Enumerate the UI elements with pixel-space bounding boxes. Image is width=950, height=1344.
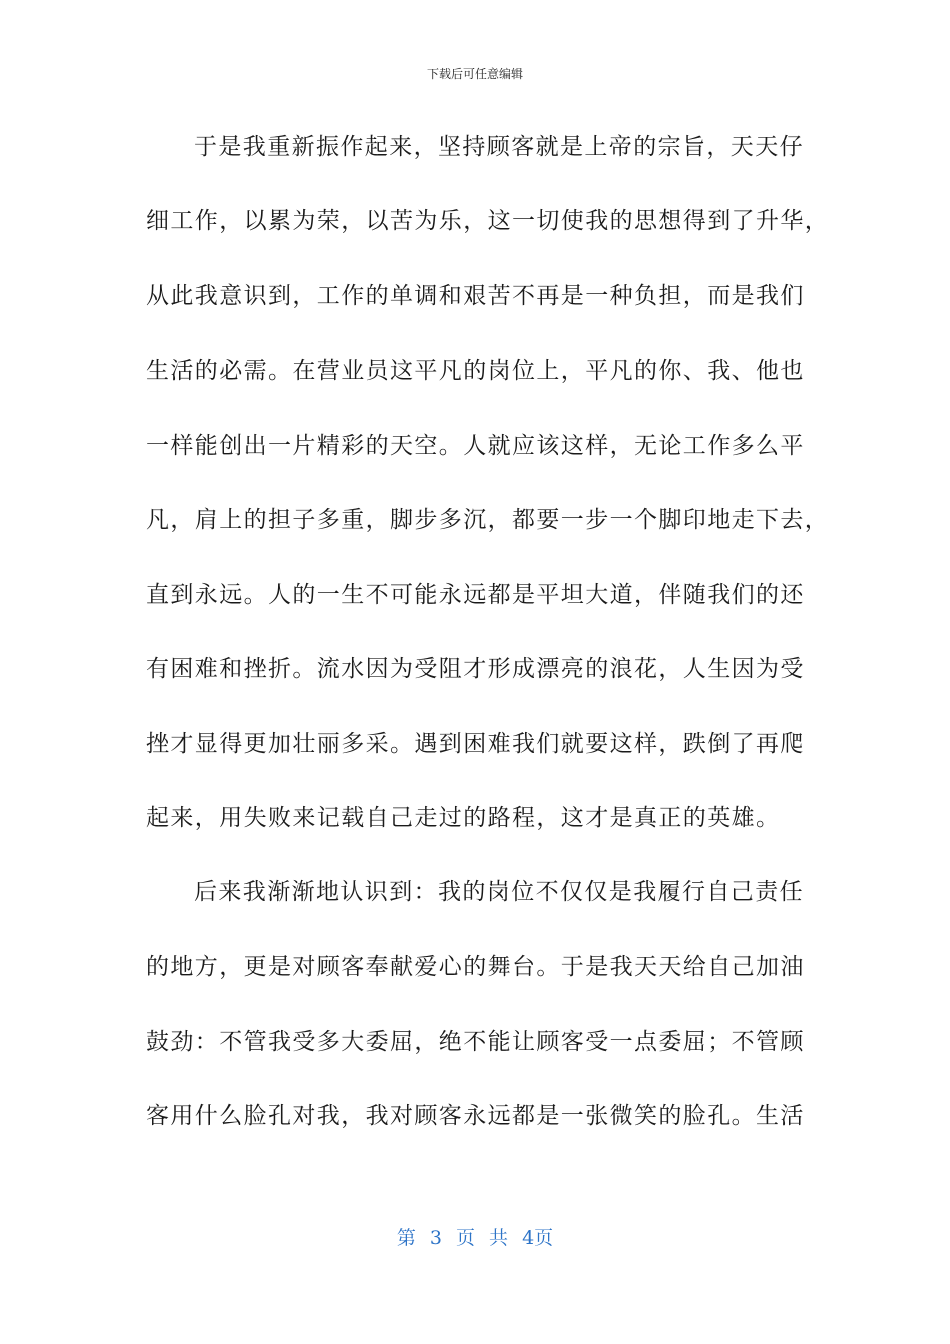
paragraph-1-line-1: 于是我重新振作起来，坚持顾客就是上帝的宗旨，天天仔 [194,134,804,160]
page-number-footer: 第 3 页 共 4页 [396,1227,554,1249]
paragraph-1-line-6: 凡，肩上的担子多重，脚步多沉，都要一步一个脚印地走下去， [146,507,830,533]
paragraph-1-line-8: 有困难和挫折。流水因为受阻才形成漂亮的浪花，人生因为受 [146,656,805,682]
paragraph-2-line-2: 的地方，更是对顾客奉献爱心的舞台。于是我天天给自己加油 [146,954,805,980]
paragraph-1-line-4: 生活的必需。在营业员这平凡的岗位上，平凡的你、我、他也 [146,358,805,384]
paragraph-2-line-4: 客用什么脸孔对我，我对顾客永远都是一张微笑的脸孔。生活 [146,1103,805,1129]
paragraph-2-line-3: 鼓劲：不管我受多大委屈，绝不能让顾客受一点委屈；不管顾 [146,1029,805,1055]
paragraph-2-line-1: 后来我渐渐地认识到：我的岗位不仅仅是我履行自己责任 [194,879,804,905]
paragraph-1-line-7: 直到永远。人的一生不可能永远都是平坦大道，伴随我们的还 [146,582,805,608]
paragraph-1-line-3: 从此我意识到，工作的单调和艰苦不再是一种负担，而是我们 [146,283,805,309]
page-header: 下载后可任意编辑 [426,67,523,81]
paragraph-1-line-9: 挫才显得更加壮丽多采。遇到困难我们就要这样，跌倒了再爬 [146,731,805,757]
paragraph-1-line-2: 细工作，以累为荣，以苦为乐，这一切使我的思想得到了升华， [146,208,830,234]
paragraph-1-line-5: 一样能创出一片精彩的天空。人就应该这样，无论工作多么平 [146,433,805,459]
paragraph-1-line-10: 起来，用失败来记载自己走过的路程，这才是真正的英雄。 [146,805,781,831]
